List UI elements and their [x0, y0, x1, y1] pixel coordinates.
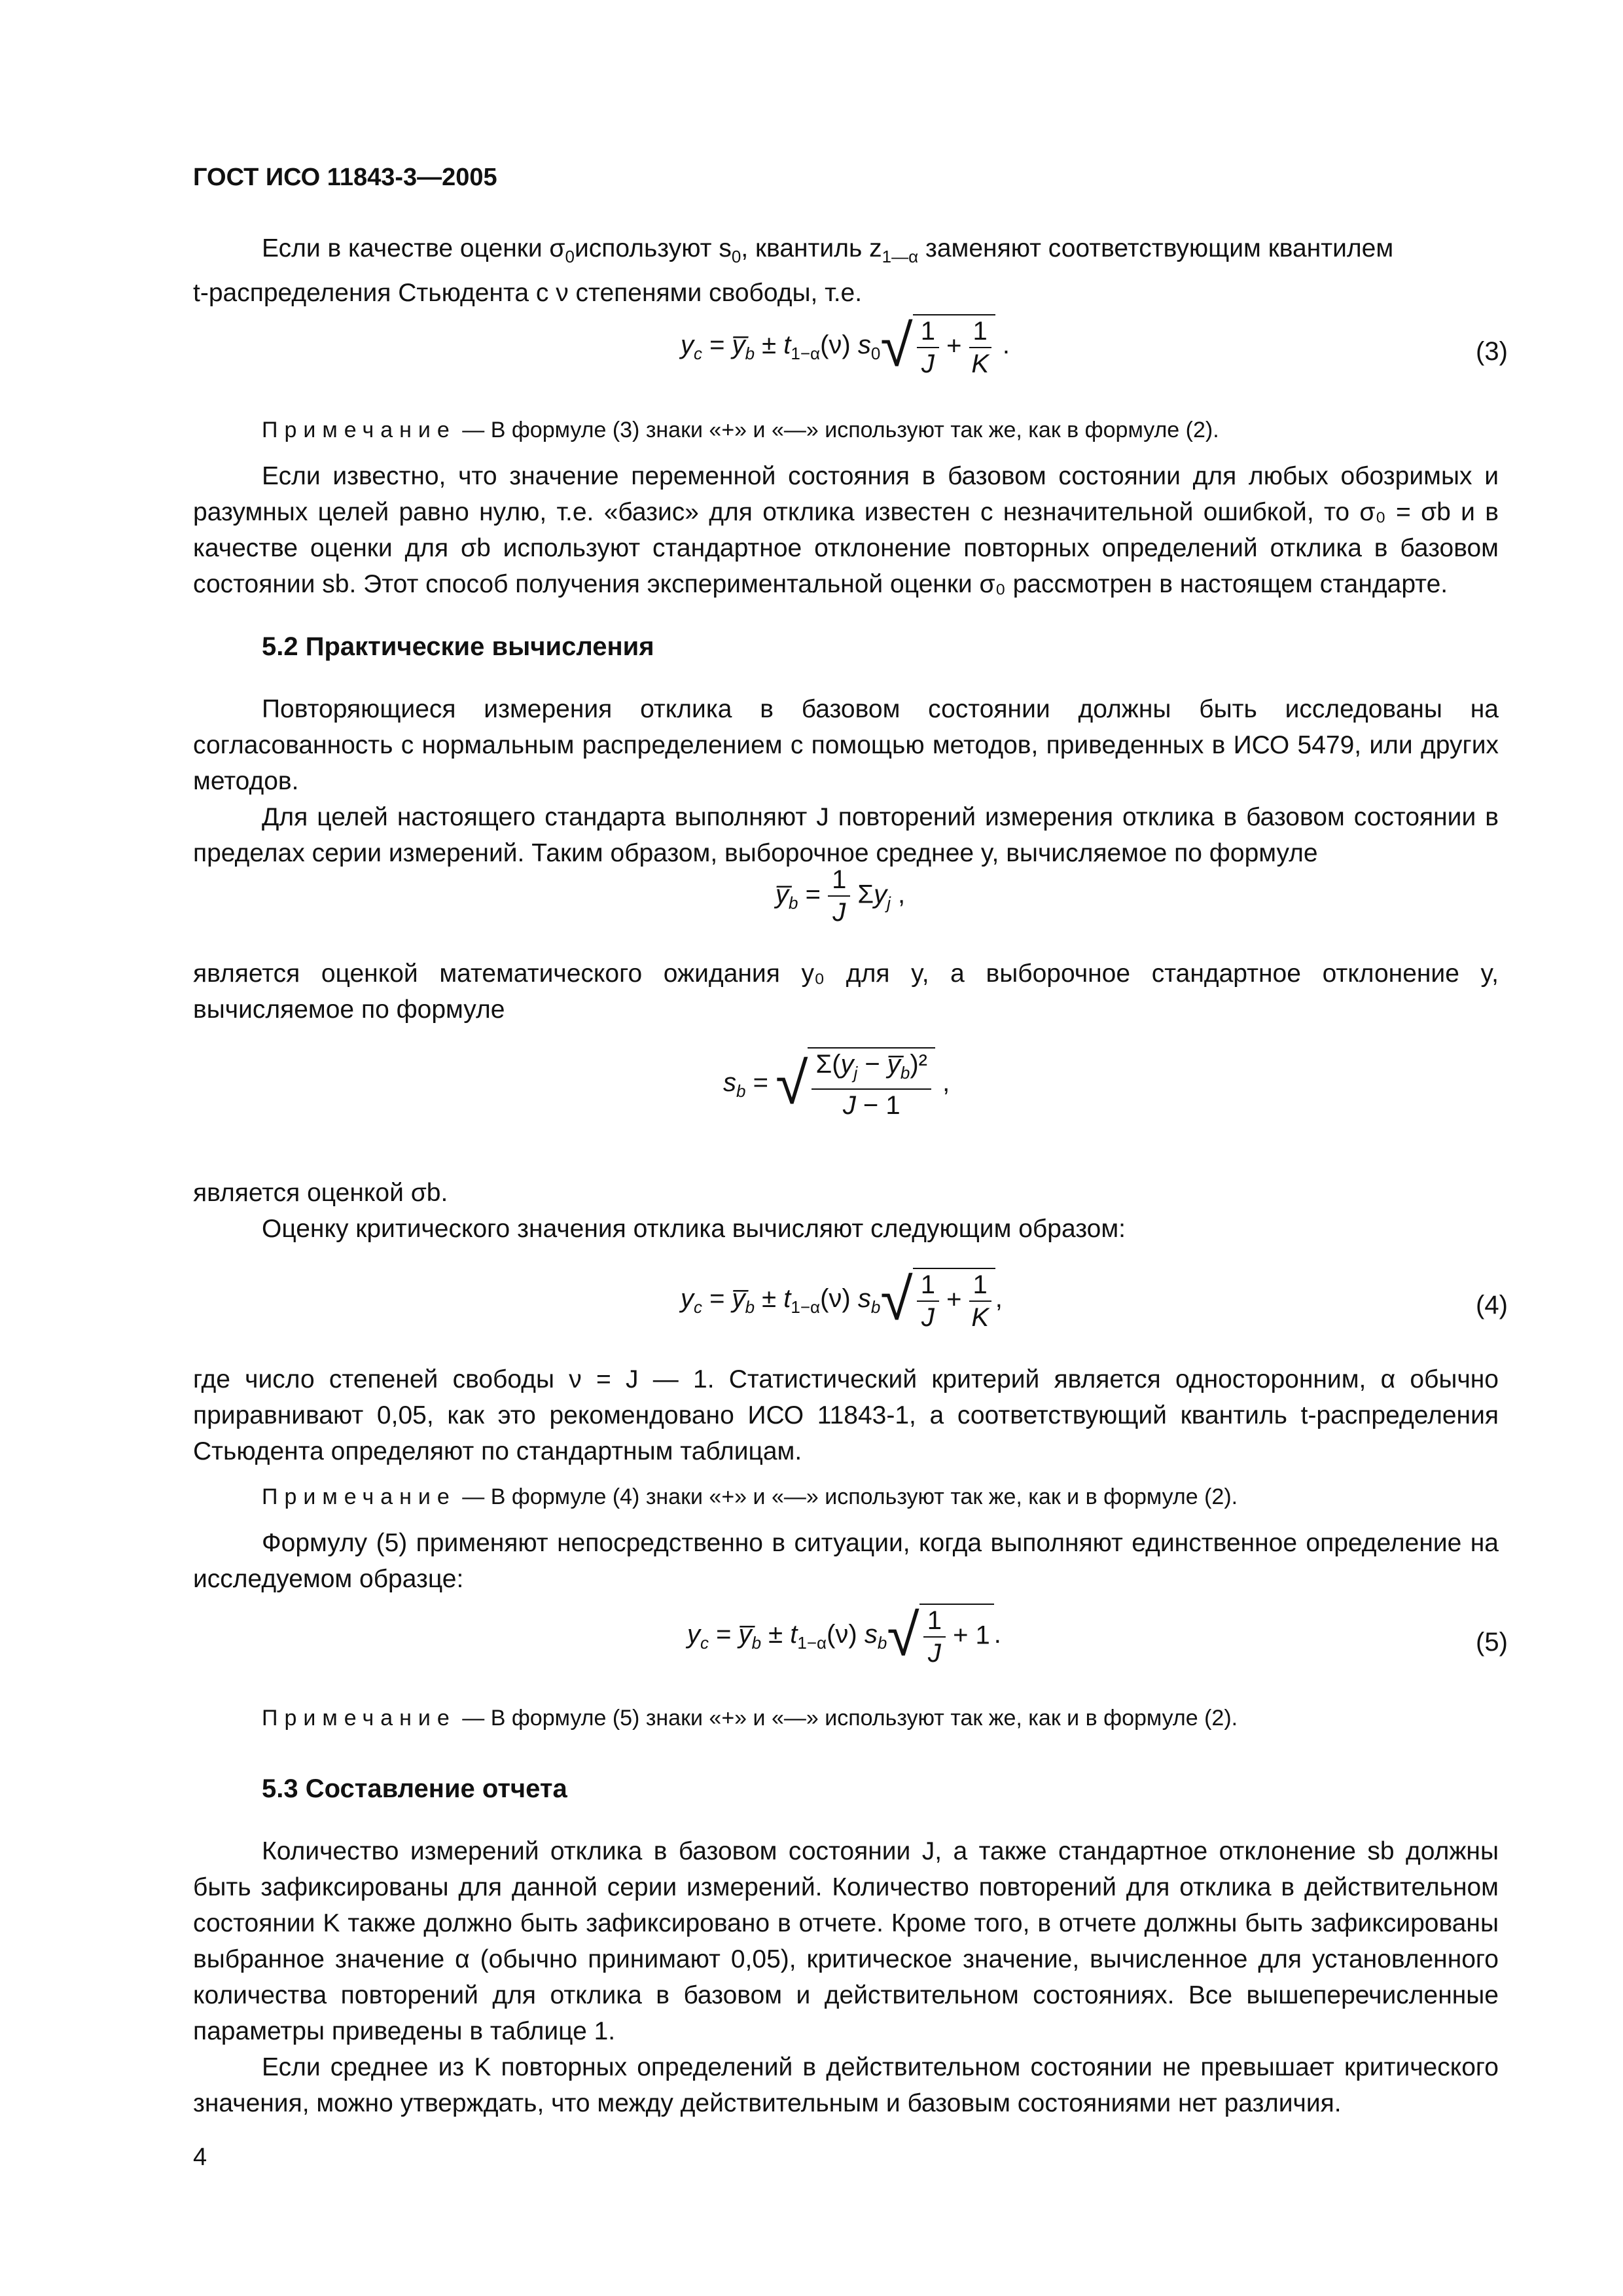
formula-5: $y_c$ = $y̅_b \pm t_{1-\alpha}(\nu)$ $s_b√$ $\frac{1}{J}$ + 1 . [687, 1603, 1001, 1668]
paragraph: Формулу (5) применяют непосредственно в ситуации, когда выполняют единственное определение на исследуемом образце: [193, 1529, 1499, 1593]
paragraph: t-распределения Стьюдента с ν степенями свободы, т.е. [193, 278, 863, 307]
paragraph: является оценкой σb. [193, 1179, 448, 1207]
paragraph: где число степеней свободы ν = J — 1. Статистический критерий является односторонним, α обычно приравнивают 0,05, как это рекомендовано ИСО 11843-1, а соответствующий квантиль t-распределения Стьюдента определяют по стандартным таблицам. [193, 1365, 1499, 1465]
page-number: 4 [193, 2144, 207, 2171]
section-heading: 5.2 Практические вычисления [262, 632, 654, 661]
equation-number: (4) [1476, 1291, 1508, 1319]
formula-mean: $y̅_b$ = $\frac{1}{J}$ $\Sigma y_j$ , [776, 865, 906, 927]
formula-4: $y_c$ = $y̅_b \pm t_{1-\alpha}(\nu)$ $s_b√$ $\frac{1}{J}$ + $\frac{1}{K}$ , [681, 1267, 1003, 1333]
paragraph: Если известно, что значение переменной состояния в базовом состоянии для любых обозримых и разумных целей равно нулю, т.е. «базис» для отклика известен с незначительной ошибкой, то σ₀ = σb и в качестве оценки для σb используют стандартное отклонение повторных определений отклика в базовом состоянии sb. Этот способ получения экспериментальной оценки σ₀ рассмотрен в настоящем стандарте. [193, 462, 1499, 598]
formula-3: $y_c$ = $y̅_b \pm t_{1-\alpha}(\nu)$ $s_0√$ $\frac{1}{J}$ + $\frac{1}{K}$ . [681, 314, 1010, 379]
paragraph: является оценкой математического ожидания y₀ для y, а выборочное стандартное отклонение y, вычисляемое по формуле [193, 960, 1499, 1024]
equation-number: (5) [1476, 1628, 1508, 1657]
note: Примечание — В формуле (4) знаки «+» и «—» используют так же, как и в формуле (2). [262, 1484, 1238, 1509]
paragraph: Количество измерений отклика в базовом состоянии J, а также стандартное отклонение sb должны быть зафиксированы для данной серии измерений. Количество повторений для отклика в действительном состоянии K также должно быть зафиксировано в отчете. Кроме того, в отчете должны быть зафиксированы выбранное значение α (обычно принимают 0,05), критическое значение, вычисленное для установленного количества повторений для отклика в базовом и действительном состояниях. Все вышеперечисленные параметры приведены в таблице 1. [193, 1837, 1499, 2045]
equation-number: (3) [1476, 337, 1508, 366]
paragraph: Если среднее из K повторных определений в действительном состоянии не превышает критического значения, можно утверждать, что между действительным и базовым состояниями нет различия. [193, 2053, 1499, 2117]
section-heading: 5.3 Составление отчета [262, 1774, 567, 1803]
paragraph: Повторяющиеся измерения отклика в базовом состоянии должны быть исследованы на согласованность с нормальным распределением с помощью методов, приведенных в ИСО 5479, или других методов. [193, 695, 1499, 795]
page-header: ГОСТ ИСО 11843-3—2005 [193, 164, 497, 191]
note: Примечание — В формуле (3) знаки «+» и «—» используют так же, как в формуле (2). [262, 418, 1219, 442]
paragraph: Если в качестве оценки $\sigma_0используют$ $s_0$, квантиль $z_{1—\alpha}$ заменяют соответствующим квантилем [262, 234, 1394, 266]
paragraph: Оценку критического значения отклика вычисляют следующим образом: [262, 1215, 1126, 1243]
formula-sb: $s_b$ = √ $\frac{\Sigma(y_j - y̅_b)^2}{J - 1}$ , [723, 1047, 950, 1121]
paragraph: Для целей настоящего стандарта выполняют J повторений измерения отклика в базовом состоянии в пределах серии измерений. Таким образом, выборочное среднее y, вычисляемое по формуле [193, 803, 1499, 867]
note: Примечание — В формуле (5) знаки «+» и «—» используют так же, как и в формуле (2). [262, 1706, 1238, 1731]
